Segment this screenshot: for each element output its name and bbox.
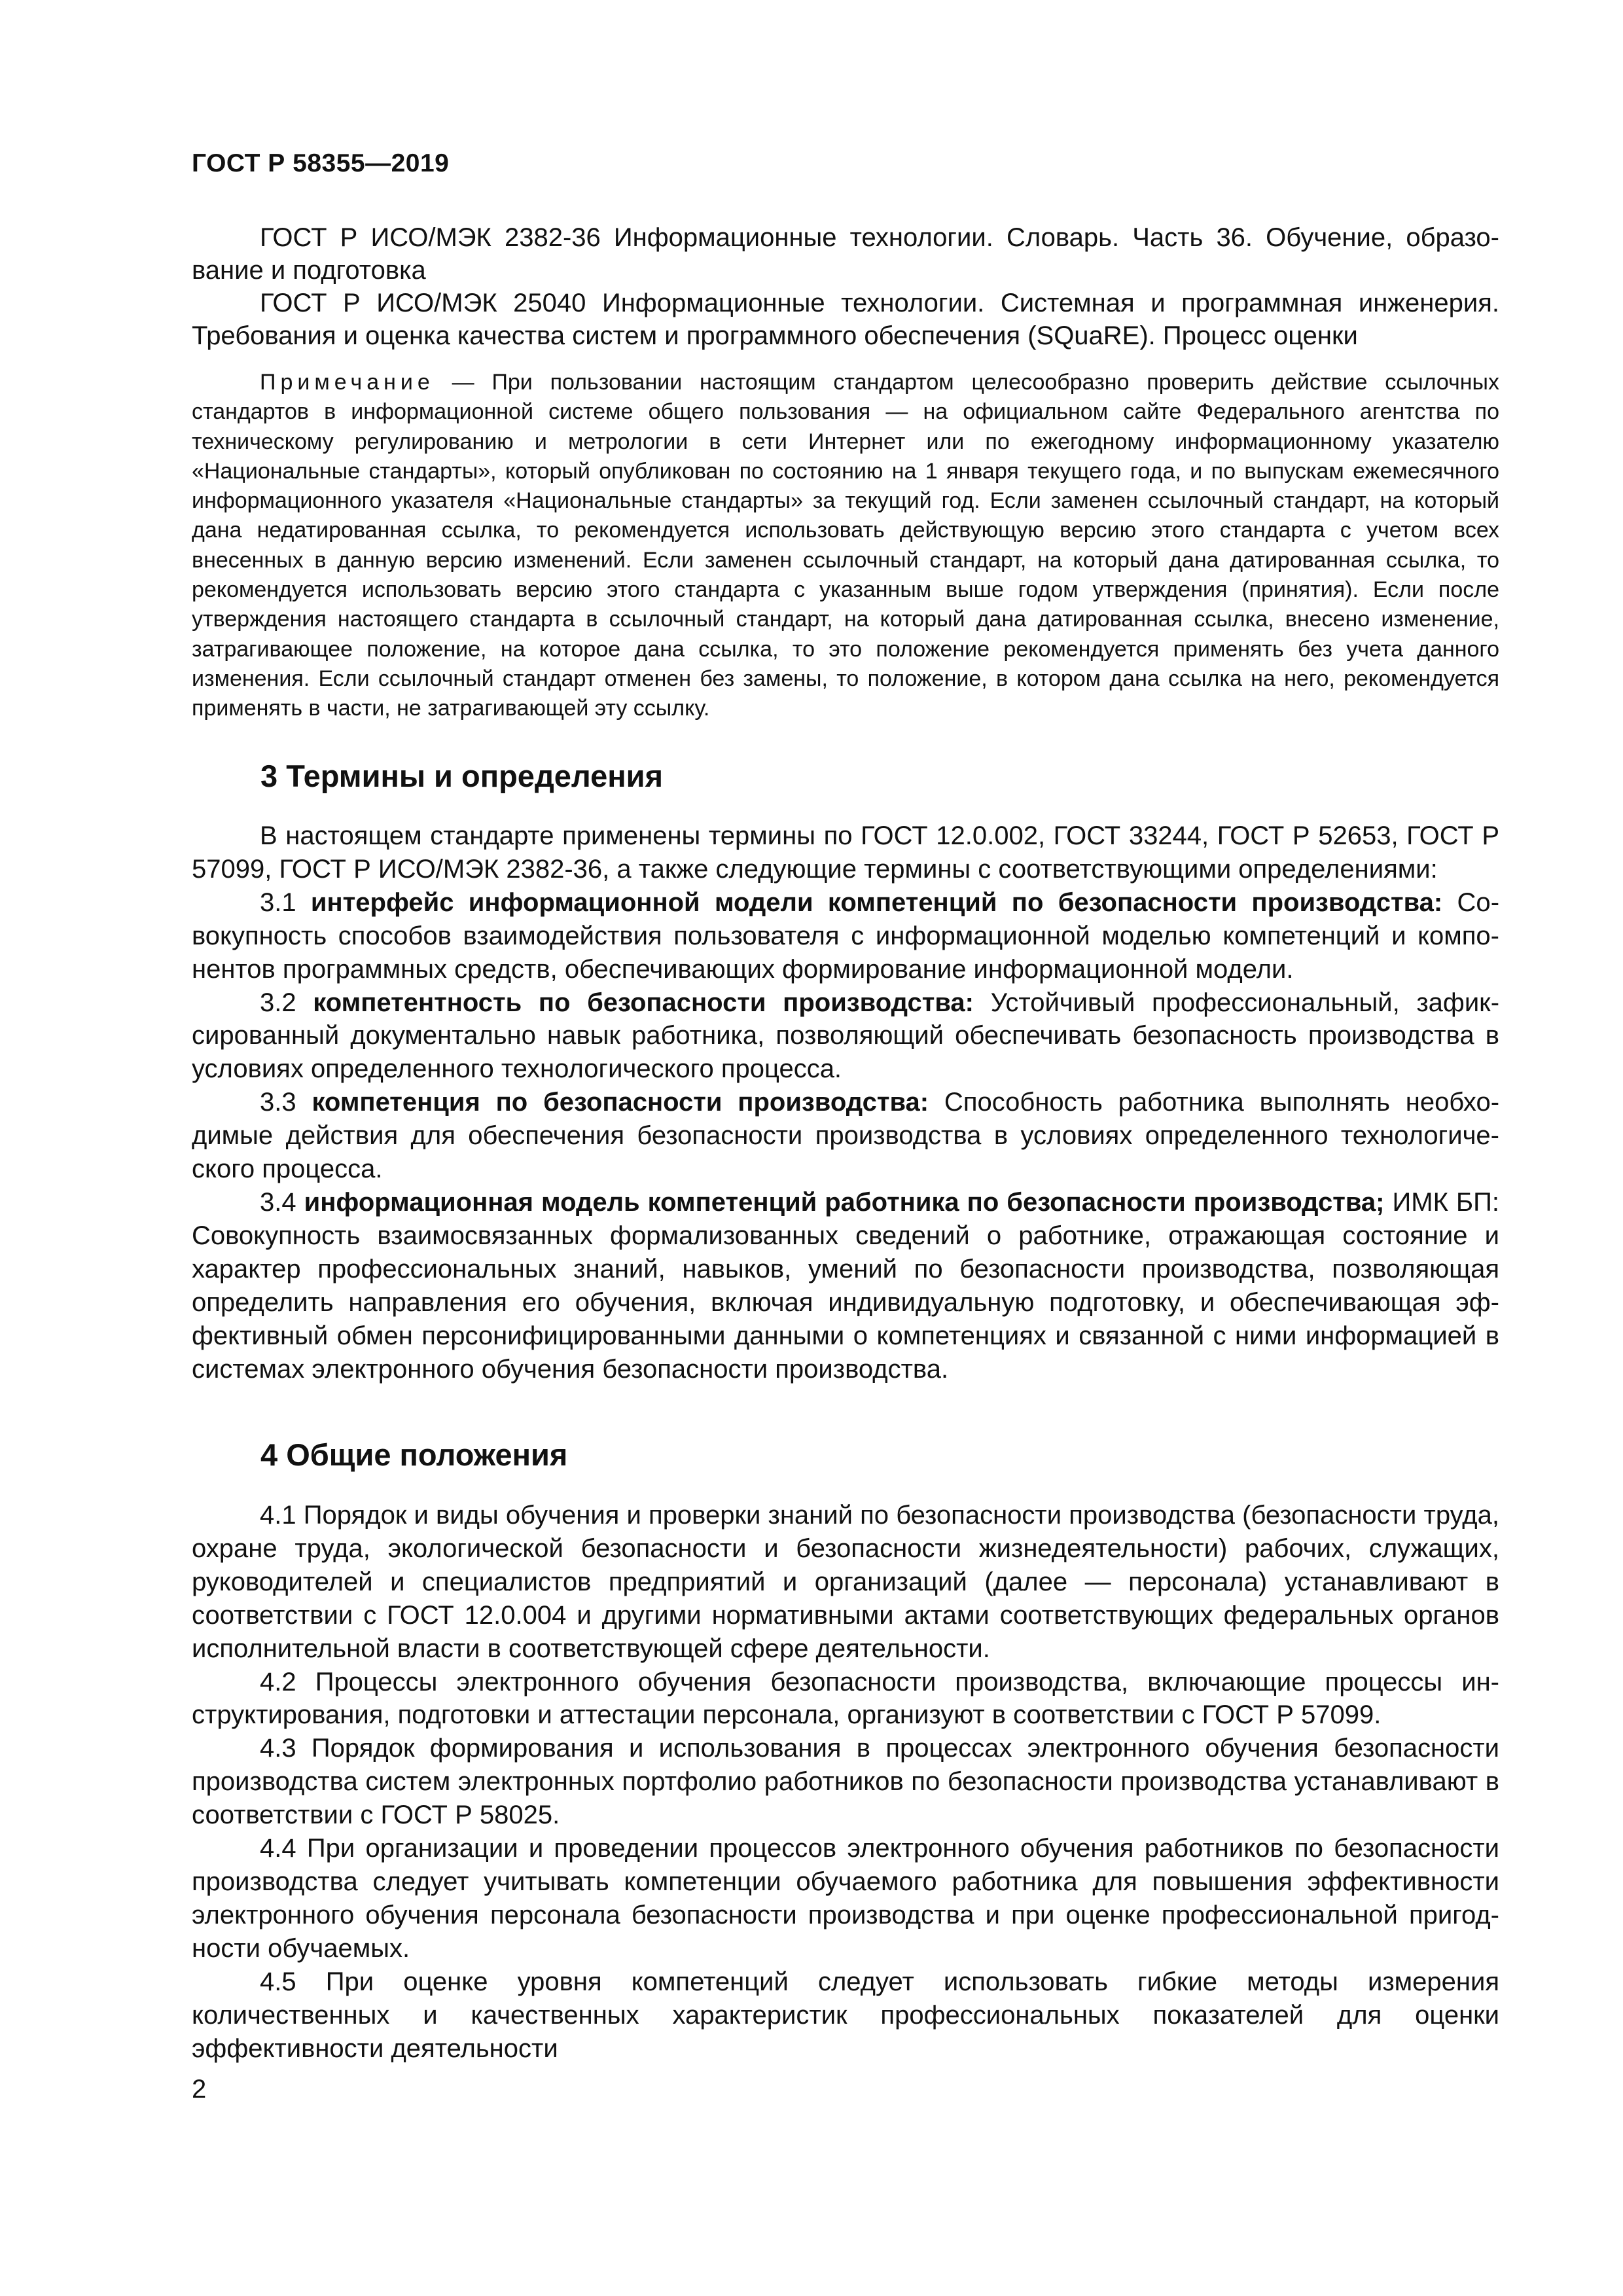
clause-4-4: 4.4 При организации и проведении процессов электронного обучения работников по безопасности производства следует учитывать компетенции обучаемого работника для повышения эффективности электронного обучения персонала безопасности производства и при оценке профессиональной пригодности обучаемых.: [192, 1834, 1499, 1963]
section-4-title: 4 Общие положения: [260, 1437, 568, 1472]
term-definition-3-4: [192, 1186, 1499, 1386]
section-3-intro: В настоящем стандарте применены термины по ГОСТ 12.0.002, ГОСТ 33244, ГОСТ Р 52653, ГОСТ Р 57099, ГОСТ Р ИСО/МЭК 2382-36, а также следующие термины с соответствующими определениями:: [192, 821, 1499, 884]
term-name: компетенция по безопасности производства:: [312, 1088, 929, 1117]
note-paragraph: [192, 368, 1499, 724]
term-definition-text: Совокупность способов взаимодействия пользователя с информационной моделью компетенций и компонентов программных средств, обеспечивающих формирование информационной модели.: [192, 888, 1500, 984]
clause-4-1: 4.1 Порядок и виды обучения и проверки знаний по безопасности производства (безопасности труда, охране труда, экологической безопасности и безопасности жизнедеятельности) рабочих, служащих, руководителей и специалистов предприятий и организаций (далее — персонала) устанавливают в соответствии с ГОСТ 12.0.004 и другими нормативными актами соответствующих федеральных органов исполнительной власти в соответствующей сфере деятельности.: [192, 1501, 1499, 1663]
term-number: 3.4: [260, 1187, 304, 1217]
page-number: 2: [192, 2075, 207, 2104]
term-name: интерфейс информационной модели компетенций по безопасности производства:: [310, 888, 1443, 917]
clause-4-5: 4.5 При оценке уровня компетенций следует использовать гибкие методы измерения количественных и качественных характеристик профессиональных показателей для оценки эффективности деятельности: [192, 1967, 1499, 2063]
section-3-title: 3 Термины и определения: [260, 759, 663, 793]
section-3-body: [192, 819, 1499, 1386]
note-text: — При пользовании настоящим стандартом целесообразно проверить действие ссылочных стандартов в информационной системе общего пользования — на официальном сайте Федерального агентства по техническому регулированию и метрологии в сети Интернет или по ежегодному информационному указателю «Национальные стандарты», который опубликован по состоянию на 1 января текущего года, и по выпускам ежемесячного информационного указателя «Национальные стандарты» за текущий год. Если заменен ссылочный стандарт, на который дана недатированная ссылка, то рекомендуется использовать действующую версию этого стандарта с учетом всех внесенных в данную версию изменений. Если заменен ссылочный стандарт, на который дана датированная ссылка, то рекомендуется использовать версию этого стандарта с указанным выше годом утверждения (принятия). Если после утверждения настоящего стандарта в ссылочный стандарт, на который дана датированная ссылка, внесено изменение, затрагивающее положение, на которое дана ссылка, то это положение рекомендуется применять без учета данного изменения. Если ссылочный стандарт отменен без замены, то положение, в котором дана ссылка на него, рекомендуется применять в части, не затрагивающей эту ссылку.: [192, 370, 1499, 721]
term-definition-text: Способность работника выполнять необходимые действия для обеспечения безопасности производства в условиях определенного технологического процесса.: [192, 1088, 1500, 1184]
term-number: 3.2: [260, 988, 313, 1017]
document-header: ГОСТ Р 58355—2019: [192, 149, 450, 177]
normative-references-list: [192, 221, 1499, 352]
term-definition-text: Устойчивый профессиональный, зафиксированный документально навык работника, позволяющий обеспечивать безопасность производства в условиях определенного технологического процесса.: [192, 988, 1500, 1084]
clause-4-2: 4.2 Процессы электронного обучения безопасности производства, включающие процессы инструктирования, подготовки и аттестации персонала, организуют в соответствии с ГОСТ Р 57099.: [192, 1667, 1499, 1730]
term-definition-text: ИМК БП: Совокупность взаимосвязанных формализованных сведений о работнике, отражающая состояние и характер профессиональных знаний, навыков, умений по безопасности производства, позволяющая определить направления его обучения, включая индивидуальную подготовку, и обеспечивающая эффективный обмен персонифицированными данными о компетенциях и связанной с ними информацией в системах электронного обучения безопасности производства.: [192, 1187, 1499, 1384]
reference-item: ГОСТ Р ИСО/МЭК 2382-36 Информационные технологии. Словарь. Часть 36. Обучение, образование и подготовка: [192, 223, 1499, 285]
term-definition-3-3: [192, 1086, 1499, 1186]
term-definition-3-2: [192, 986, 1499, 1086]
term-name: компетентность по безопасности производства:: [313, 988, 974, 1017]
term-name: информационная модель компетенций работника по безопасности производства;: [304, 1187, 1385, 1217]
note-label: Примечание: [260, 370, 435, 395]
term-definition-3-1: [192, 886, 1499, 986]
term-number: 3.1: [260, 888, 311, 917]
section-4-body: [192, 1499, 1499, 2065]
term-number: 3.3: [260, 1088, 312, 1117]
clause-4-3: 4.3 Порядок формирования и использования в процессах электронного обучения безопасности производства систем электронных портфолио работников по безопасности производства устанавливают в соответствии с ГОСТ Р 58025.: [192, 1734, 1499, 1830]
reference-item: ГОСТ Р ИСО/МЭК 25040 Информационные технологии. Системная и программная инженерия. Требования и оценка качества систем и программного обеспечения (SQuaRE). Процесс оценки: [192, 289, 1499, 350]
